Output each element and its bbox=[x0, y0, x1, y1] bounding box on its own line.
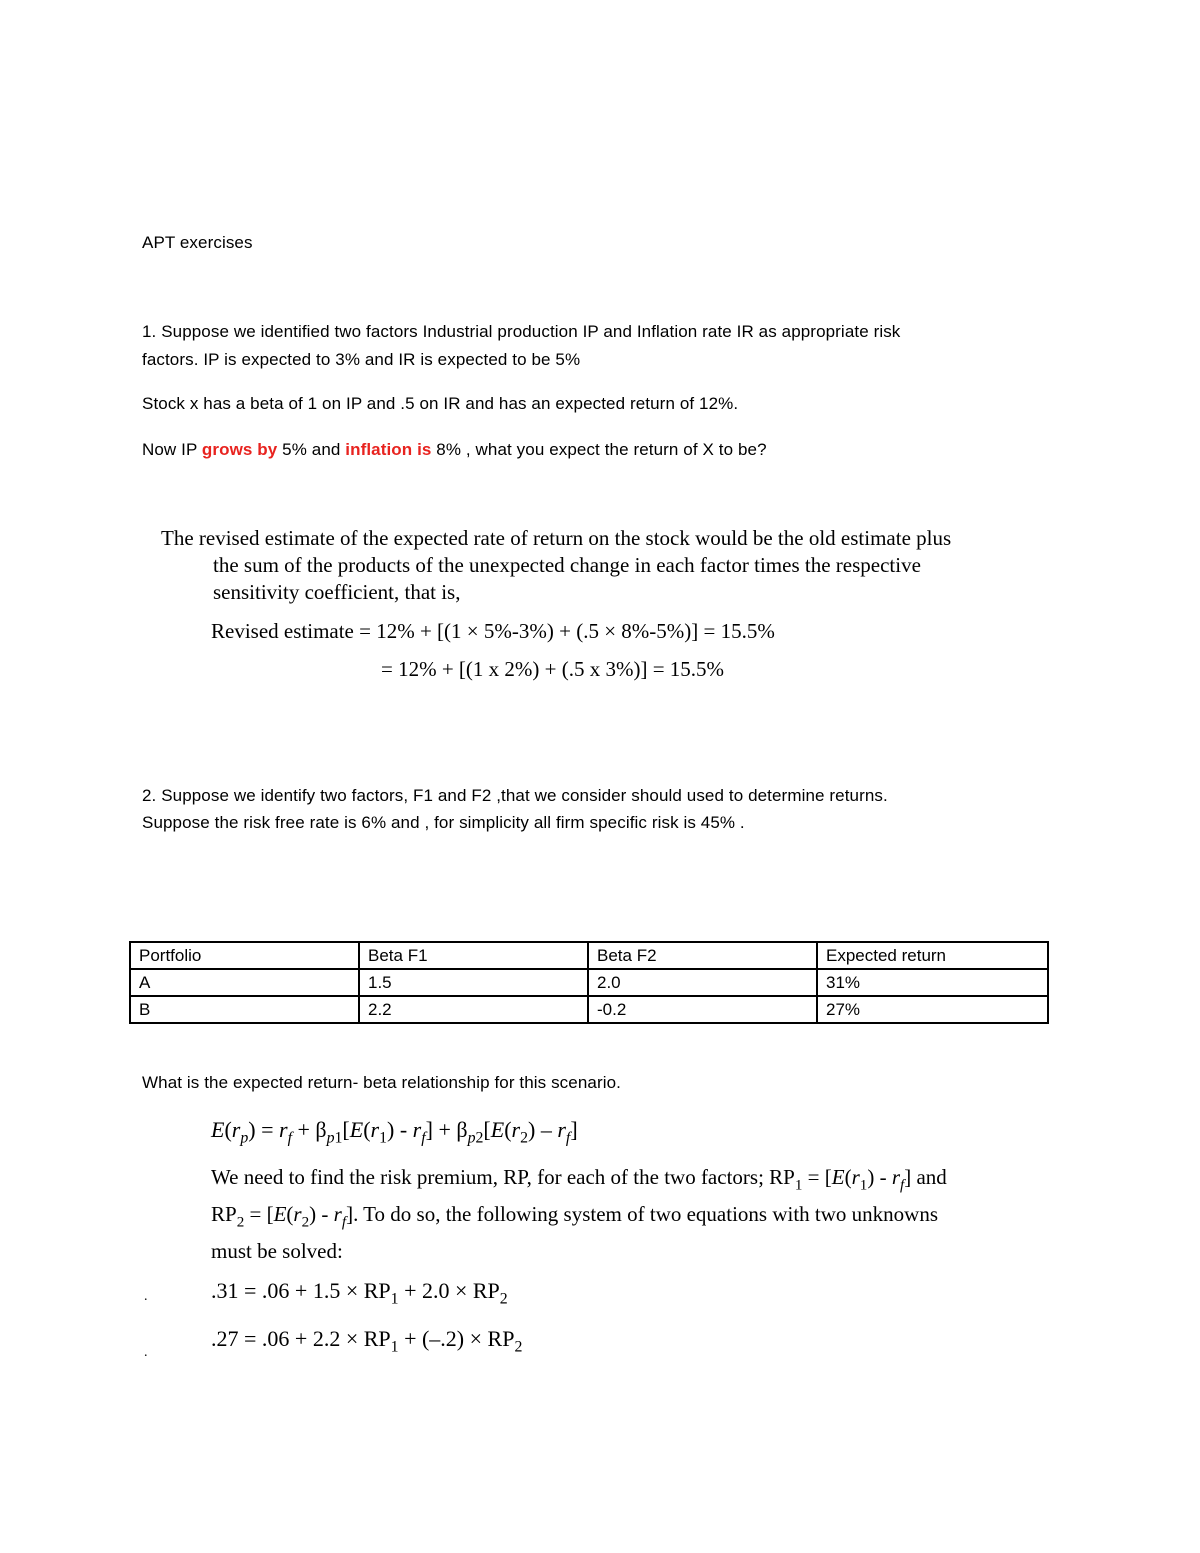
bullet-2: . bbox=[144, 1345, 148, 1360]
q1-line-2: factors. IP is expected to 3% and IR is expected to be 5% bbox=[142, 350, 581, 369]
table-header-row bbox=[130, 942, 1048, 969]
table-cell: 31% bbox=[817, 969, 1048, 996]
q1-line-4: Now IP grows by 5% and inflation is 8% , what you expect the return of X to be? bbox=[142, 440, 767, 459]
answer1-line-3: sensitivity coefficient, that is, bbox=[213, 580, 461, 604]
table-cell: 2.0 bbox=[588, 969, 817, 996]
table-cell: A bbox=[130, 969, 359, 996]
table-cell: 2.2 bbox=[359, 996, 588, 1023]
table-cell: 1.5 bbox=[359, 969, 588, 996]
system-equation-1: $.31 = .06 + 1.5 \times RP_1 + 2.0 \times RP_2$ bbox=[211, 1278, 508, 1308]
document-title: APT exercises bbox=[142, 233, 253, 252]
q2b-text-line-2: $RP_2 = [E(r_2) - r_f]$. To do so, the following system of two equations with two unknowns bbox=[211, 1202, 939, 1231]
highlight-grows-by: grows by bbox=[201, 440, 278, 459]
q2b-question: What is the expected return- beta relationship for this scenario. bbox=[142, 1073, 621, 1092]
answer1-line-2: the sum of the products of the unexpected change in each factor times the respective bbox=[213, 553, 921, 577]
system-equation-2: $.27 = .06 + 2.2 \times RP_1 + (-.2) \times RP_2$ bbox=[211, 1326, 523, 1356]
table-header-cell: Beta F2 bbox=[588, 942, 817, 969]
table-cell: -0.2 bbox=[588, 996, 817, 1023]
answer1-equation-2: = 12% + [(1 x 2%) + (.5 x 3%)] = 15.5% bbox=[381, 657, 725, 681]
q1-line-1: 1. Suppose we identified two factors Industrial production IP and Inflation rate IR as appropriate risk bbox=[142, 322, 901, 341]
highlight-inflation-is: inflation is bbox=[345, 440, 432, 459]
bullet-1: . bbox=[144, 1289, 148, 1304]
answer1-line-1: The revised estimate of the expected rate of return on the stock would be the old estimate plus bbox=[161, 526, 952, 550]
table-header-cell: Beta F1 bbox=[359, 942, 588, 969]
q2-line-1: 2. Suppose we identify two factors, F1 and F2 ,that we consider should used to determine returns. bbox=[142, 786, 888, 805]
table-row bbox=[130, 996, 1048, 1023]
apt-formula: $E(r_p) = r_f + \beta_{p1}[E(r_1) - r_f] + \beta_{p2}[E(r_2) - r_f]$ bbox=[211, 1117, 578, 1147]
table-cell: 27% bbox=[817, 996, 1048, 1023]
q2b-text-line-3: must be solved: bbox=[211, 1239, 343, 1263]
answer1-equation-1: Revised estimate = 12% + [(1 × 5%-3%) + (.5 × 8%-5%)] = 15.5% bbox=[211, 619, 775, 643]
table-row bbox=[130, 969, 1048, 996]
q1-line-3: Stock x has a beta of 1 on IP and .5 on IR and has an expected return of 12%. bbox=[142, 394, 739, 413]
portfolio-table bbox=[129, 941, 1049, 1024]
q2-line-2: Suppose the risk free rate is 6% and , for simplicity all firm specific risk is 45% . bbox=[142, 813, 745, 832]
q2b-text-line-1: We need to find the risk premium, RP, for each of the two factors; $RP_1 = [E(r_1) - r_f]$ and bbox=[211, 1165, 947, 1194]
table-cell: B bbox=[130, 996, 359, 1023]
table-header-cell: Portfolio bbox=[130, 942, 359, 969]
table-header-cell: Expected return bbox=[817, 942, 1048, 969]
